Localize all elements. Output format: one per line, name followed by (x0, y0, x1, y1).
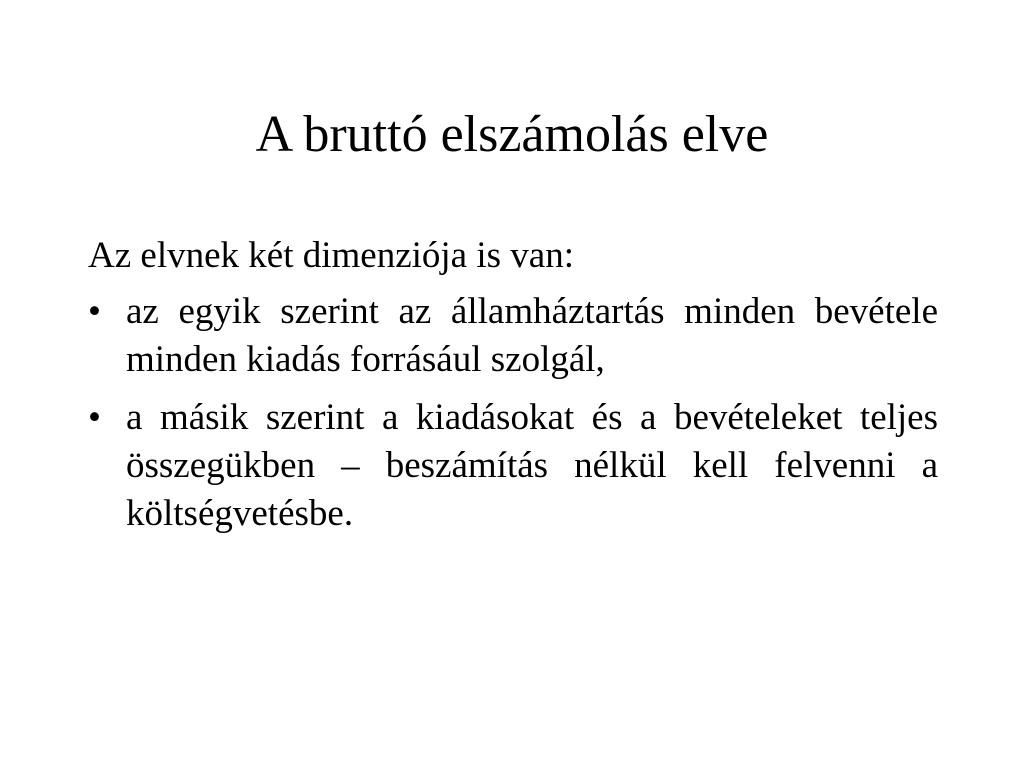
intro-text: Az elvnek két dimenziója is van: (88, 235, 574, 276)
bullet-icon: • (88, 291, 101, 332)
bullet-text: az egyik szerint az államháztartás minden bevétele minden kiadás forrásául szolgál, (126, 291, 938, 380)
bullet-item (88, 394, 938, 538)
bullet-item (88, 288, 938, 384)
bullet-text: a másik szerint a kiadásokat és a bevételeket teljes összegükben – beszámítás nélkül kell felvenni a költségvetésbe. (126, 397, 938, 534)
bullet-list (88, 288, 938, 538)
slide-body (88, 232, 938, 548)
slide-title: A bruttó elszámolás elve (255, 106, 769, 163)
bullet-icon: • (88, 397, 101, 438)
